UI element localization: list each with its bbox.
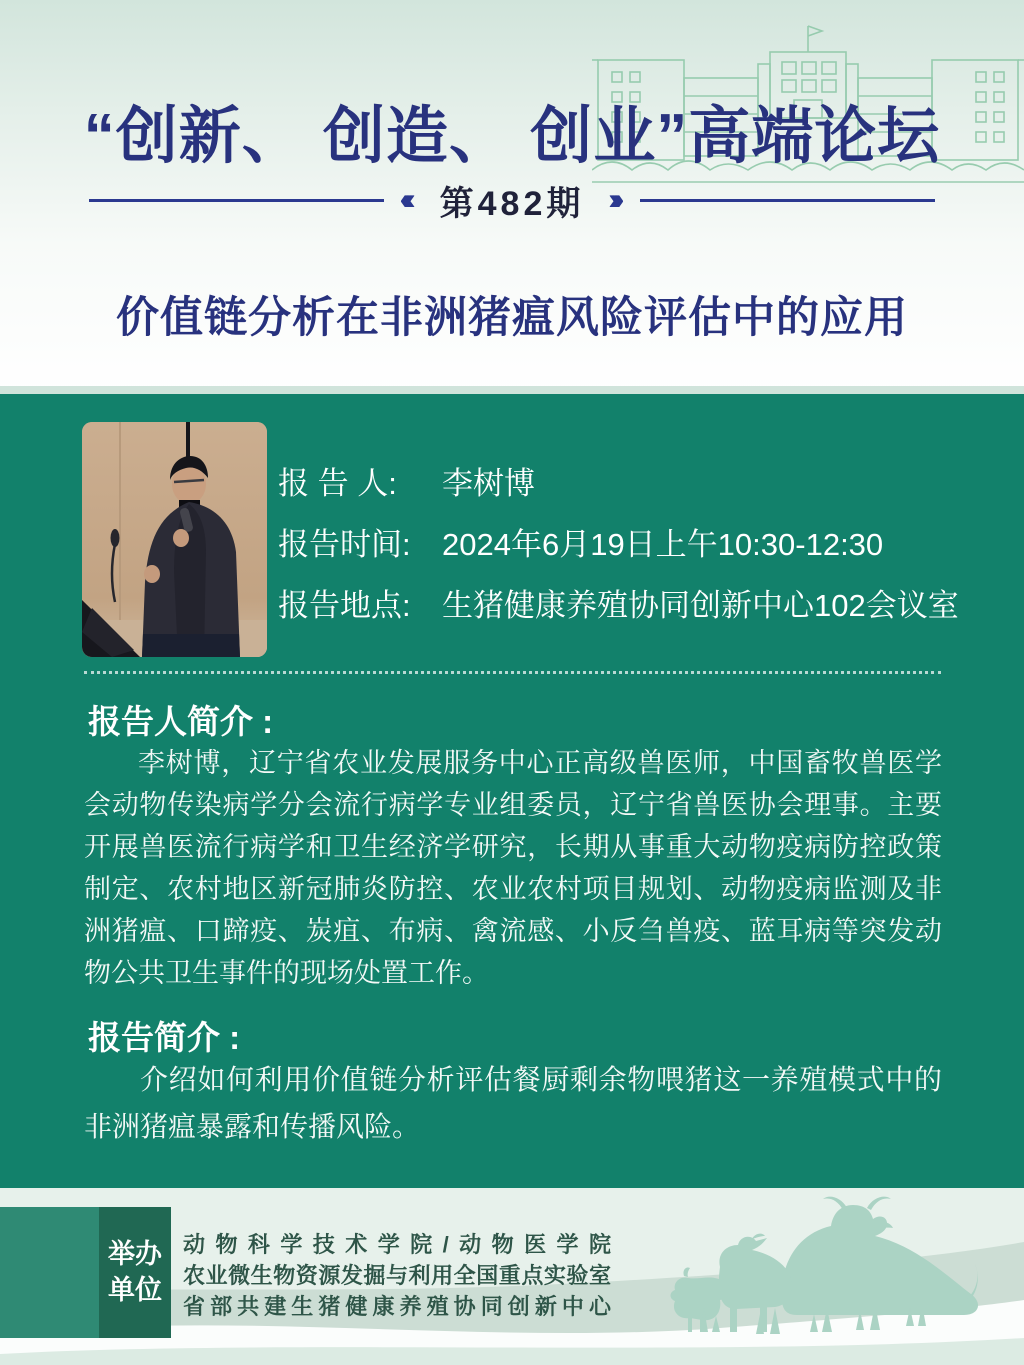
time-label: 报告时间: bbox=[278, 527, 411, 562]
organizer-list bbox=[183, 1229, 611, 1322]
bio-heading: 报告人简介 : bbox=[88, 703, 274, 740]
speaker-name: 李树博 bbox=[442, 466, 535, 501]
issue-left-rule bbox=[89, 199, 384, 202]
issue-number: 第482期 bbox=[439, 184, 585, 223]
organizer-teal-block bbox=[0, 1207, 99, 1338]
organizer-label-block bbox=[99, 1207, 171, 1338]
organizer-label-line1: 举办 bbox=[108, 1238, 162, 1269]
divider-strip bbox=[0, 386, 1024, 394]
triple-chevron-right-icon: ››› bbox=[608, 183, 618, 216]
main-section bbox=[0, 394, 1024, 1188]
organizer-label-line2: 单位 bbox=[108, 1274, 162, 1305]
issue-row bbox=[0, 180, 1024, 223]
farm-animals-silhouette bbox=[660, 1196, 1000, 1346]
header-section bbox=[0, 0, 1024, 394]
venue-row bbox=[278, 580, 959, 623]
lecture-info bbox=[278, 458, 959, 641]
abstract-text: 介绍如何利用价值链分析评估餐厨剩余物喂猪这一养殖模式中的非洲猪瘟暴露和传播风险。 bbox=[84, 1064, 942, 1142]
venue-value: 生猪健康养殖协同创新中心102会议室 bbox=[442, 588, 959, 623]
lecture-title: 价值链分析在非洲猪瘟风险评估中的应用 bbox=[116, 294, 908, 342]
time-value: 2024年6月19日上午10:30-12:30 bbox=[442, 527, 884, 562]
abstract-heading: 报告简介 : bbox=[88, 1019, 241, 1056]
time-row bbox=[278, 519, 959, 562]
speaker-photo bbox=[82, 422, 267, 657]
forum-title: “创新、 创造、 创业”高端论坛 bbox=[83, 102, 941, 171]
organizer-item: 省部共建生猪健康养殖协同创新中心 bbox=[183, 1294, 611, 1319]
speaker-photo-graphic bbox=[82, 422, 267, 657]
organizer-item: 农业微生物资源发掘与利用全国重点实验室 bbox=[183, 1263, 611, 1288]
venue-label: 报告地点: bbox=[278, 588, 411, 623]
speaker-row bbox=[278, 458, 959, 501]
dotted-separator bbox=[84, 671, 941, 674]
triple-chevron-left-icon: ‹‹‹ bbox=[399, 183, 409, 216]
footer-section bbox=[0, 1188, 1024, 1365]
organizer-item: 动物科学技术学院/动物医学院 bbox=[183, 1232, 611, 1257]
bio-text: 李树博，辽宁省农业发展服务中心正高级兽医师，中国畜牧兽医学会动物传染病学分会流行病学专业组委员，辽宁省兽医协会理事。主要开展兽医流行病学和卫生经济学研究，长期从事重大动物疫病防控政策制定、农村地区新冠肺炎防控、农业农村项目规划、动物疫病监测及非洲猪瘟、口蹄疫、炭疽、布病、禽流感、小反刍兽疫、蓝耳病等突发动物公共卫生事件的现场处置工作。 bbox=[84, 748, 942, 988]
issue-right-rule bbox=[640, 199, 935, 202]
speaker-label: 报 告 人: bbox=[278, 466, 397, 501]
